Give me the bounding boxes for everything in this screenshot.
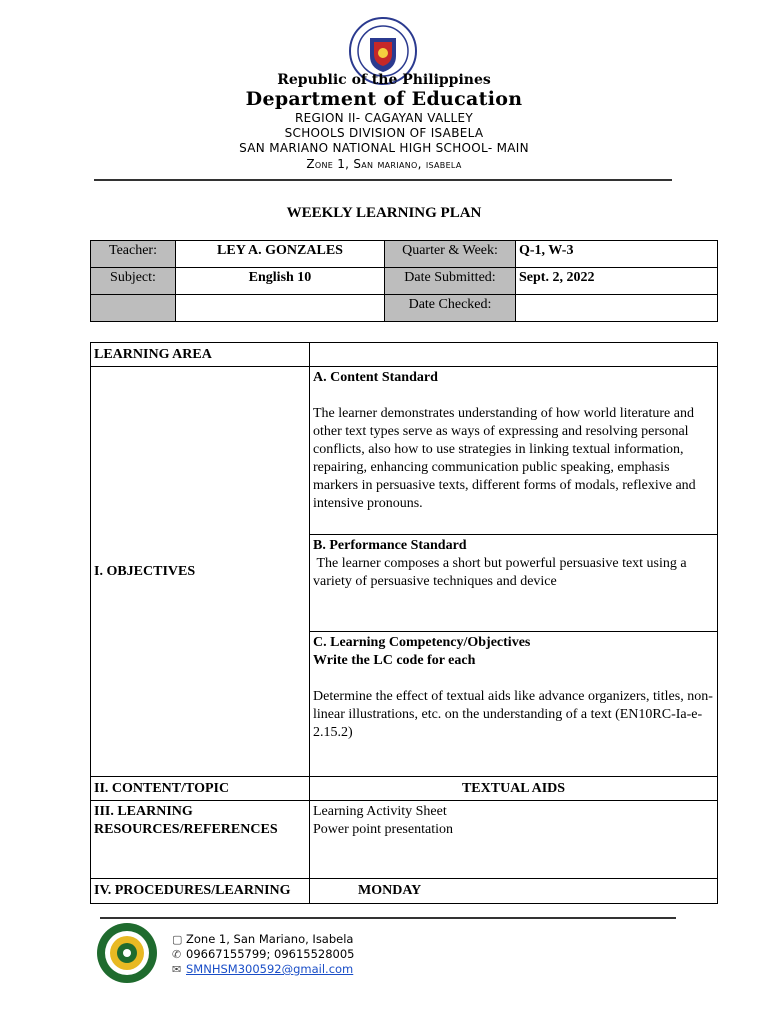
quarter-value: Q-1, W-3 bbox=[516, 241, 718, 268]
info-table bbox=[90, 240, 718, 322]
header-region: REGION II- CAGAYAN VALLEY bbox=[294, 111, 473, 125]
header-republic: Republic of the Philippines bbox=[277, 72, 491, 88]
performance-standard-cell bbox=[310, 535, 718, 632]
building-icon: ▢ bbox=[172, 933, 183, 946]
content-topic-label: II. CONTENT/TOPIC bbox=[91, 777, 310, 801]
date-submitted-label: Date Submitted: bbox=[385, 268, 516, 295]
performance-standard-text: The learner composes a short but powerful persuasive text using a variety of persuasive techniques and device bbox=[313, 556, 691, 589]
date-checked-value bbox=[516, 295, 718, 322]
content-standard-title: A. Content Standard bbox=[313, 370, 438, 385]
content-standard-text: The learner demonstrates understanding of how world literature and other text types serve as ways of expressing and resolving personal conflicts, also how to use strategies in linking textual information, repairing, enhancing communication public speaking, emphasis markers in persuasive texts, different forms of modals, reflexive and intensive pronouns. bbox=[313, 406, 696, 511]
school-seal bbox=[96, 922, 158, 984]
footer-phone-line bbox=[172, 947, 355, 962]
competency-cell bbox=[310, 632, 718, 777]
competency-text: Determine the effect of textual aids like advance organizers, titles, non-linear illustrations, etc. on the understanding of a text (EN10RC-Ia-e-2.15.2) bbox=[313, 689, 713, 740]
header-school: SAN MARIANO NATIONAL HIGH SCHOOL- MAIN bbox=[239, 141, 529, 155]
empty-cell bbox=[176, 295, 385, 322]
content-topic-value: TEXTUAL AIDS bbox=[310, 777, 718, 801]
header-department: Department of Education bbox=[245, 88, 523, 110]
page-title: WEEKLY LEARNING PLAN bbox=[286, 205, 482, 221]
date-checked-label: Date Checked: bbox=[385, 295, 516, 322]
mail-icon: ✉ bbox=[172, 963, 182, 976]
performance-standard-title: B. Performance Standard bbox=[313, 538, 467, 553]
footer-divider bbox=[100, 917, 676, 919]
empty-gray-cell bbox=[91, 295, 176, 322]
footer-email-link[interactable]: SMNHSM300592@gmail.com bbox=[186, 962, 354, 976]
competency-title: C. Learning Competency/Objectives bbox=[313, 635, 531, 650]
resources-line-1: Learning Activity Sheet bbox=[313, 804, 447, 819]
subject-value: English 10 bbox=[176, 268, 385, 295]
content-standard-cell bbox=[310, 367, 718, 535]
quarter-label: Quarter & Week: bbox=[385, 241, 516, 268]
teacher-label: Teacher: bbox=[91, 241, 176, 268]
footer-address-line bbox=[172, 932, 353, 947]
competency-subtitle: Write the LC code for each bbox=[313, 653, 476, 668]
resources-cell bbox=[310, 801, 718, 879]
procedures-label: IV. PROCEDURES/LEARNING bbox=[91, 879, 310, 904]
footer-phones: 09667155799; 09615528005 bbox=[186, 947, 355, 961]
teacher-value: LEY A. GONZALES bbox=[176, 241, 385, 268]
learning-area-label: LEARNING AREA bbox=[91, 343, 310, 367]
objectives-label: I. OBJECTIVES bbox=[91, 367, 310, 777]
footer-address: Zone 1, San Mariano, Isabela bbox=[186, 932, 354, 946]
date-submitted-value: Sept. 2, 2022 bbox=[516, 268, 718, 295]
footer-email-line bbox=[172, 962, 353, 977]
subject-label: Subject: bbox=[91, 268, 176, 295]
header-divider bbox=[94, 179, 672, 181]
header-division: SCHOOLS DIVISION OF ISABELA bbox=[284, 126, 484, 140]
header-address: Zone 1, San mariano, isabela bbox=[306, 157, 462, 171]
resources-line-2: Power point presentation bbox=[313, 822, 453, 837]
plan-table bbox=[90, 342, 718, 904]
resources-label: III. LEARNING RESOURCES/REFERENCES bbox=[91, 801, 310, 879]
procedures-day: MONDAY bbox=[310, 879, 718, 904]
phone-icon: ✆ bbox=[172, 948, 182, 961]
learning-area-value bbox=[310, 343, 718, 367]
